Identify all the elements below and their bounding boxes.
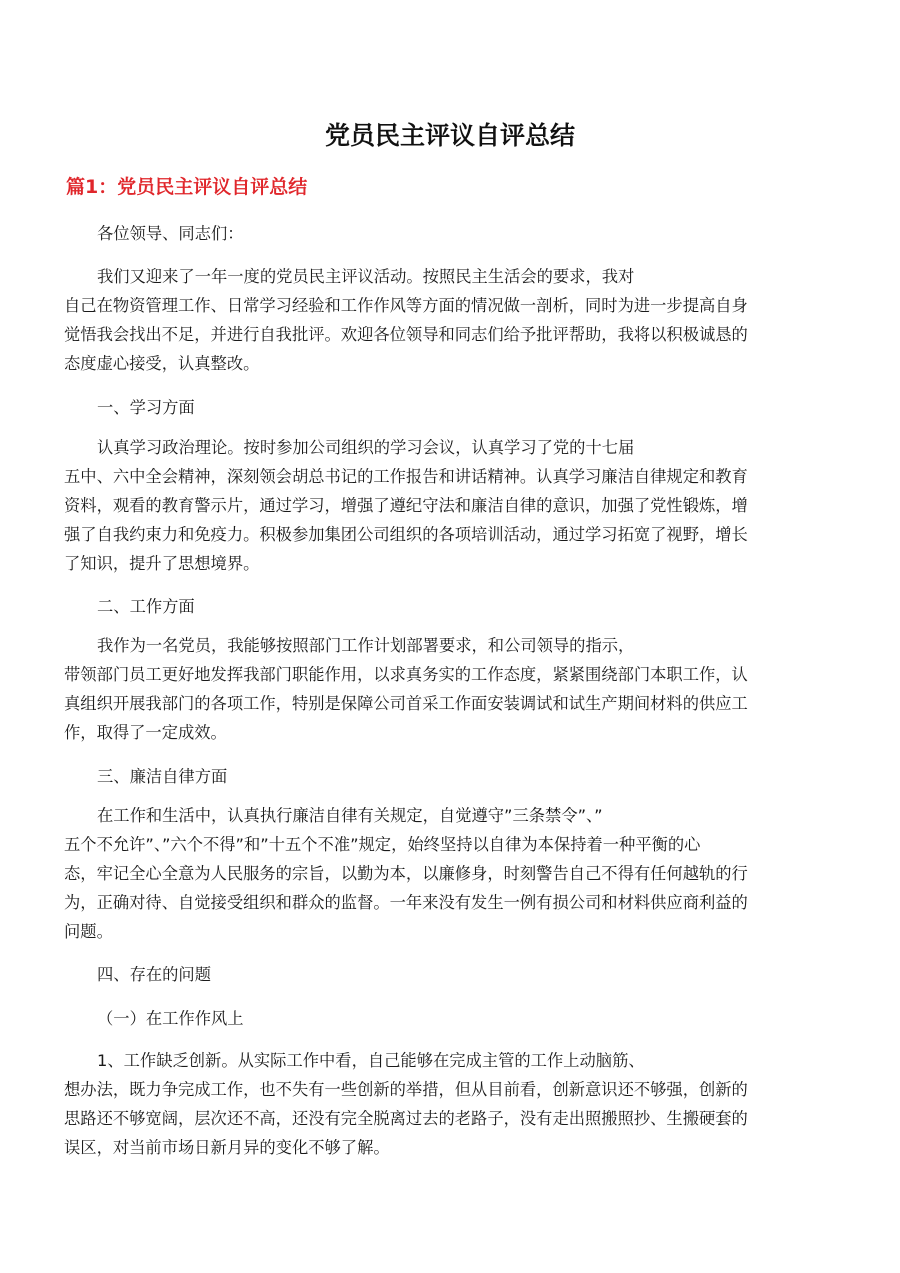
paragraph-line: 1、工作缺乏创新。从实际工作中看，自己能够在完成主管的工作上动脑筋、 bbox=[97, 1051, 645, 1070]
paragraph-line: 认真学习政治理论。按时参加公司组织的学习会议，认真学习了党的十七届 bbox=[97, 438, 635, 457]
study-paragraph bbox=[64, 433, 839, 578]
paragraph-line: 了知识，提升了思想境界。 bbox=[64, 554, 260, 573]
paragraph-line: 带领部门员工更好地发挥我部门职能作用，以求真务实的工作态度，紧紧围绕部门本职工作，认 bbox=[64, 665, 748, 684]
section-heading-integrity: 三、廉洁自律方面 bbox=[97, 767, 228, 786]
sub-heading-work-style: （一）在工作作风上 bbox=[97, 1009, 244, 1028]
salutation: 各位领导、同志们： bbox=[97, 224, 244, 243]
paragraph-line: 误区，对当前市场日新月异的变化不够了解。 bbox=[64, 1138, 390, 1157]
paragraph-line: 自己在物资管理工作、日常学习经验和工作作风等方面的情况做一剖析，同时为进一步提高自身 bbox=[64, 296, 748, 315]
document-subtitle: 篇1：党员民主评议自评总结 bbox=[66, 176, 308, 198]
paragraph-line: 思路还不够宽阔，层次还不高，还没有完全脱离过去的老路子，没有走出照搬照抄、生搬硬套的 bbox=[64, 1109, 748, 1128]
paragraph-line: 作，取得了一定成效。 bbox=[64, 723, 227, 742]
paragraph-line: 觉悟我会找出不足，并进行自我批评。欢迎各位领导和同志们给予批评帮助，我将以积极诚恳的 bbox=[64, 325, 748, 344]
paragraph-line: 五个不允许”、”六个不得”和”十五个不准”规定，始终坚持以自律为本保持着一种平衡的心 bbox=[64, 835, 701, 854]
work-paragraph bbox=[64, 631, 839, 747]
problem-item-1 bbox=[64, 1046, 839, 1162]
paragraph-line: 问题。 bbox=[64, 922, 113, 941]
paragraph-line: 真组织开展我部门的各项工作，特别是保障公司首采工作面安装调试和试生产期间材料的供应工 bbox=[64, 694, 748, 713]
paragraph-line: 资料，观看的教育警示片，通过学习，增强了遵纪守法和廉洁自律的意识，加强了党性锻炼，增 bbox=[64, 496, 748, 515]
paragraph-line: 态，牢记全心全意为人民服务的宗旨，以勤为本，以廉修身，时刻警告自己不得有任何越轨的行 bbox=[64, 864, 748, 883]
paragraph-line: 我作为一名党员，我能够按照部门工作计划部署要求，和公司领导的指示， bbox=[97, 636, 635, 655]
intro-paragraph bbox=[64, 262, 839, 378]
paragraph-line: 态度虚心接受，认真整改。 bbox=[64, 354, 260, 373]
paragraph-line: 在工作和生活中，认真执行廉洁自律有关规定，自觉遵守”三条禁令”、” bbox=[97, 806, 603, 825]
paragraph-line: 五中、六中全会精神，深刻领会胡总书记的工作报告和讲话精神。认真学习廉洁自律规定和教育 bbox=[64, 467, 748, 486]
paragraph-line: 强了自我约束力和免疫力。积极参加集团公司组织的各项培训活动，通过学习拓宽了视野，增长 bbox=[64, 525, 748, 544]
paragraph-line: 想办法，既力争完成工作，也不失有一些创新的举措，但从目前看，创新意识还不够强，创新的 bbox=[64, 1080, 748, 1099]
paragraph-line: 为，正确对待、自觉接受组织和群众的监督。一年来没有发生一例有损公司和材料供应商利益的 bbox=[64, 893, 748, 912]
section-heading-study: 一、学习方面 bbox=[97, 398, 195, 417]
section-heading-work: 二、工作方面 bbox=[97, 597, 195, 616]
section-heading-problems: 四、存在的问题 bbox=[97, 965, 211, 984]
document-title: 党员民主评议自评总结 bbox=[324, 121, 575, 150]
integrity-paragraph bbox=[64, 801, 839, 946]
paragraph-line: 我们又迎来了一年一度的党员民主评议活动。按照民主生活会的要求，我对 bbox=[97, 267, 635, 286]
